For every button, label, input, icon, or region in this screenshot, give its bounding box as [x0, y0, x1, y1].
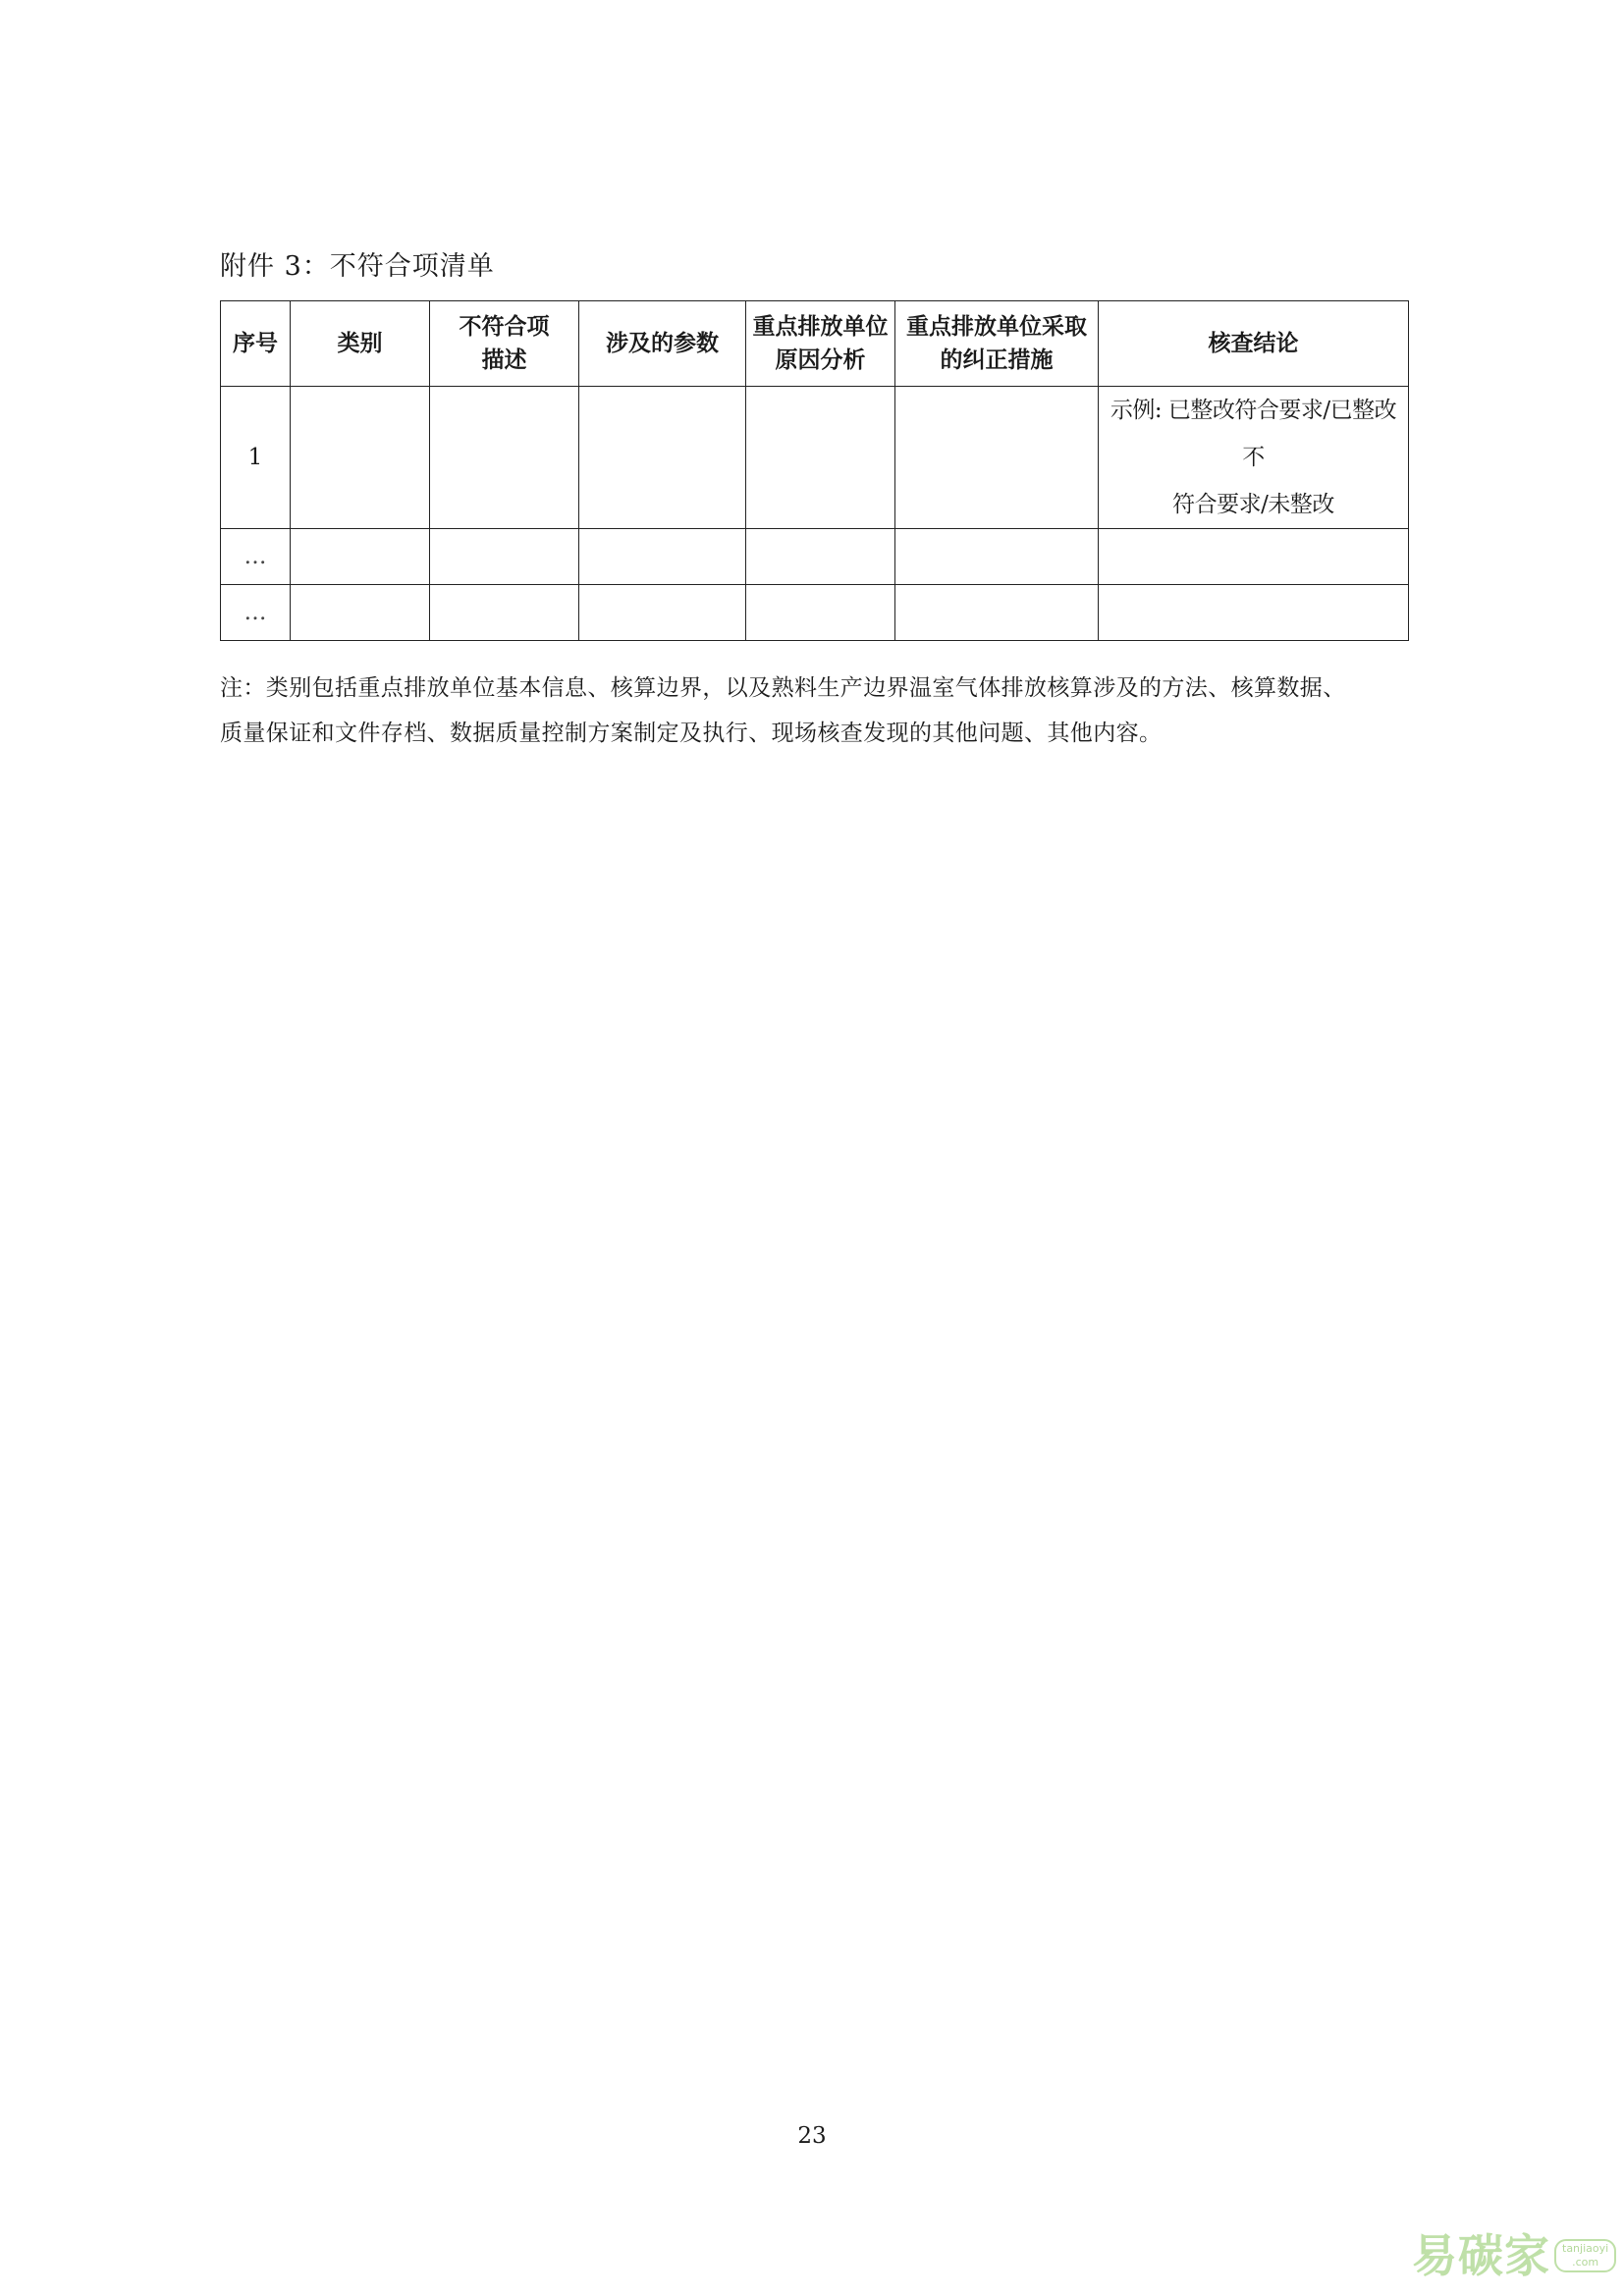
- cell-corrective-measures: [895, 529, 1099, 585]
- table-row: [221, 529, 1409, 585]
- cell-parameters: [579, 585, 746, 641]
- cell-corrective-measures: [895, 387, 1099, 529]
- header-description: 不符合项 描述: [430, 301, 579, 387]
- cell-cause-analysis: [746, 387, 895, 529]
- page-number: 23: [797, 2123, 827, 2149]
- header-category: 类别: [291, 301, 430, 387]
- table-note: [220, 666, 1410, 756]
- table-row: [221, 387, 1409, 529]
- table-header-row: [221, 301, 1409, 387]
- cell-parameters: [579, 529, 746, 585]
- header-cause-analysis: 重点排放单位 原因分析: [746, 301, 895, 387]
- note-line: 质量保证和文件存档、数据质量控制方案制定及执行、现场核查发现的其他问题、其他内容。: [220, 721, 1163, 746]
- cell-category: [291, 585, 430, 641]
- cell-conclusion: [1099, 529, 1409, 585]
- cell-parameters: [579, 387, 746, 529]
- cell-corrective-measures: [895, 585, 1099, 641]
- cell-description: [430, 529, 579, 585]
- table-row: [221, 585, 1409, 641]
- cell-cause-analysis: [746, 529, 895, 585]
- cell-description: [430, 585, 579, 641]
- cell-index: 1: [221, 387, 291, 529]
- cell-category: [291, 387, 430, 529]
- note-line: 注：类别包括重点排放单位基本信息、核算边界，以及熟料生产边界温室气体排放核算涉及的方法、核算数据、: [220, 675, 1346, 701]
- conclusion-line: 符合要求/未整改: [1172, 492, 1334, 517]
- nonconformity-table: [220, 300, 1409, 641]
- site-watermark-logo: [1412, 2226, 1618, 2285]
- header-index: 序号: [221, 301, 291, 387]
- watermark-text: 易碳家: [1412, 2229, 1550, 2282]
- cell-index: …: [221, 529, 291, 585]
- watermark-badge: tanjiaoyi .com: [1554, 2239, 1616, 2272]
- cell-conclusion: [1099, 585, 1409, 641]
- conclusion-line: 示例: 已整改符合要求/已整改不: [1110, 398, 1397, 470]
- cell-category: [291, 529, 430, 585]
- cell-index: …: [221, 585, 291, 641]
- cell-conclusion: [1099, 387, 1409, 529]
- header-conclusion: 核查结论: [1099, 301, 1409, 387]
- annex-title: 附件 3：不符合项清单: [220, 251, 495, 282]
- header-parameters: 涉及的参数: [579, 301, 746, 387]
- cell-cause-analysis: [746, 585, 895, 641]
- header-corrective-measures: 重点排放单位采取 的纠正措施: [895, 301, 1099, 387]
- cell-description: [430, 387, 579, 529]
